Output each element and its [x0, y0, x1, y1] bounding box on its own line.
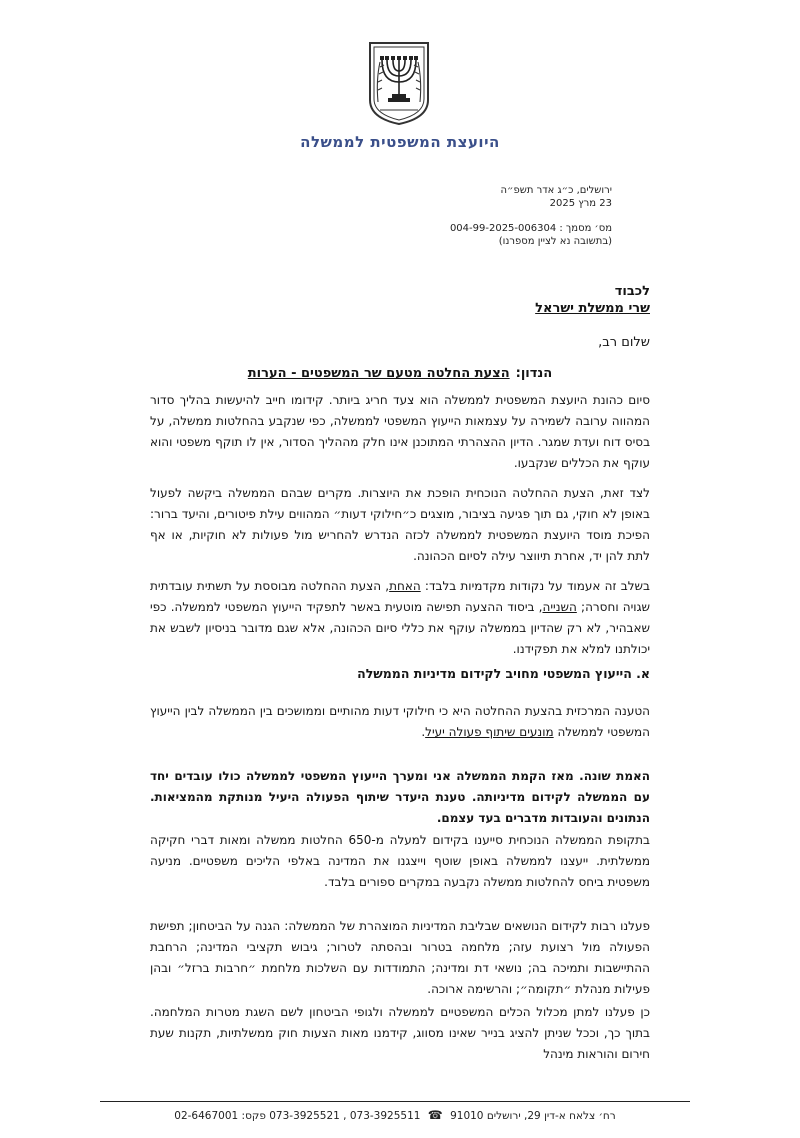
- state-emblem-icon: [366, 40, 432, 126]
- paragraph-3: [150, 576, 650, 660]
- phone-icon: ☎: [427, 1108, 443, 1122]
- paragraph-6: בתקופת הממשלה הנוכחית סייענו בקידום למעלה מ-650 החלטות ממשלה ומאות דברי חקיקה ממשלתית. ייעצנו לממשלה באופן שוטף וייצגנו את המדינה באלפי הליכים משפטיים. מניעה משפטית ביחס להחלטות ממשלה נקבעה במקרים ספורים בלבד.: [150, 833, 650, 889]
- addressee-honorific: לכבוד: [614, 284, 650, 299]
- paragraph-4-end: .: [421, 725, 426, 739]
- document-reference-number: מס׳ מסמך : 004-99-2025-006304: [449, 223, 612, 234]
- subject-label: הנדון:: [515, 366, 553, 381]
- date-gregorian: 23 מרץ 2025: [549, 198, 612, 209]
- paragraph-8: כן פעלנו למתן מכלול הכלים המשפטיים לממשלה ולגופי הביטחון לשם השגת מטרות המלחמה. בתוך כך, וככל שניתן להציג בנייר שאינו מסווג, קידמנו מאות הצעות חוק ממשלתיות, תקנות שעת חירום והוראות מינהל: [150, 1005, 650, 1061]
- footer-contact: [100, 1108, 690, 1122]
- greeting: שלום רב,: [598, 335, 650, 350]
- paragraph-5: האמת שונה. מאז הקמת הממשלה אני ומערך הייעוץ המשפטי לממשלה כולו עובדים יחד עם הממשלה לקידום מדיניותה. טענת היעדר שיתוף הפעולה היעיל מנותקת מהמציאות. הנתונים והעובדות מדברים בעד עצמם.: [150, 769, 650, 825]
- footer-phones: 073-3925511 , 073-3925521: [269, 1110, 421, 1122]
- document-meta: [300, 184, 612, 248]
- footer-fax: פקס: 02-6467001: [174, 1110, 266, 1122]
- paragraph-1: סיום כהונת היועצת המשפטית לממשלה הוא צעד חריג ביותר. קידומו חייב להיעשות בהליך סדור המהווה ערובה לשמירה על עצמאות הייעוץ המשפטי לממשלה, כפי שנקבע בהחלטות ממשלה, על בסיס דוח ועדת שמגר. הדיון ההצהרתי המתוכנן אינו חלק מההליך הסדור, אין לו תוקף משפטי והוא עוקף את הכללים שנקבעו.: [150, 393, 650, 470]
- paragraph-3-start: בשלב זה אעמוד על נקודות מקדמיות בלבד:: [420, 579, 650, 593]
- subject-text: הצעת החלטה מטעם שר המשפטים - הערות: [247, 366, 510, 381]
- paragraph-7: פעלנו רבות לקידום הנושאים שבליבת המדיניות המוצהרת של הממשלה: הגנה על הביטחון; תפישת הפעולה מול רצועת עזה; מלחמה בטרור ובהסתה לטרור; גיבוש תקציבי המדינה; הרחבת ההתיישבות ותמיכה בה; נושאי דת ומדינה; התמודדות עם השלכות מלחמת ״חרבות ברזל״ ובהן פעילות מנהלת ״תקומה״; והרשימה ארוכה.: [150, 919, 650, 996]
- footer-address: רח׳ צלאח א-דין 29, ירושלים 91010: [450, 1110, 616, 1122]
- section-a-heading: א. הייעוץ המשפטי מחויב לקידום מדיניות הממשלה: [357, 666, 650, 681]
- paragraph-4-start: הטענה המרכזית בהצעת ההחלטה היא כי חילוקי דעות מהותיים וממושכים בין הממשלה לבין הייעוץ המשפטי לממשלה: [150, 704, 650, 739]
- paragraph-2: לצד זאת, הצעת ההחלטה הנוכחית הופכת את היוצרות. מקרים שבהם הממשלה ביקשה לפעול באופן לא חוקי, גם תוך פגיעה בציבור, מוצגים כ״חילוקי דעות״ המהווים עילת פיטורים, והיעד ברור: הפיכת מוסד היועצת המשפטית לממשלה לכזה הנדרש להחריש מול פעולות לא חוקיות, או אף לתת להן יד, אחרת תיווצר עילה לסיום הכהונה.: [150, 486, 650, 563]
- paragraph-4: [150, 701, 650, 743]
- addressee-block: [535, 283, 650, 317]
- paragraph-3-middle: , הצעת ההחלטה מבוססת על תשתית עובדתית שגויה וחסרה;: [150, 579, 651, 614]
- subject-line: [150, 366, 650, 381]
- footer-divider: [100, 1101, 690, 1102]
- reference-note: (בתשובה נא לציין מספרנו): [498, 236, 612, 247]
- paragraph-3-end: , ביסוד ההצעה תפישה מוטעית באשר לתפקיד הייעוץ המשפטי לממשלה. כפי שאבהיר, לא רק שהדיון בממשלה עוקף את כללי סיום הכהונה, אלא שגם מדובר בניסיון לשבש את יכולתנו למלא את תפקידנו.: [150, 600, 650, 656]
- office-name: היועצת המשפטית לממשלה: [300, 133, 500, 151]
- paragraph-4-underlined: מונעים שיתוף פעולה יעיל: [425, 725, 554, 739]
- paragraph-3-first-label: האחת: [389, 579, 421, 593]
- addressee-name: שרי ממשלת ישראל: [535, 301, 650, 316]
- date-hebrew: ירושלים, כ״ג אדר תשפ״ה: [500, 185, 612, 196]
- paragraph-3-second-label: השנייה: [542, 600, 577, 614]
